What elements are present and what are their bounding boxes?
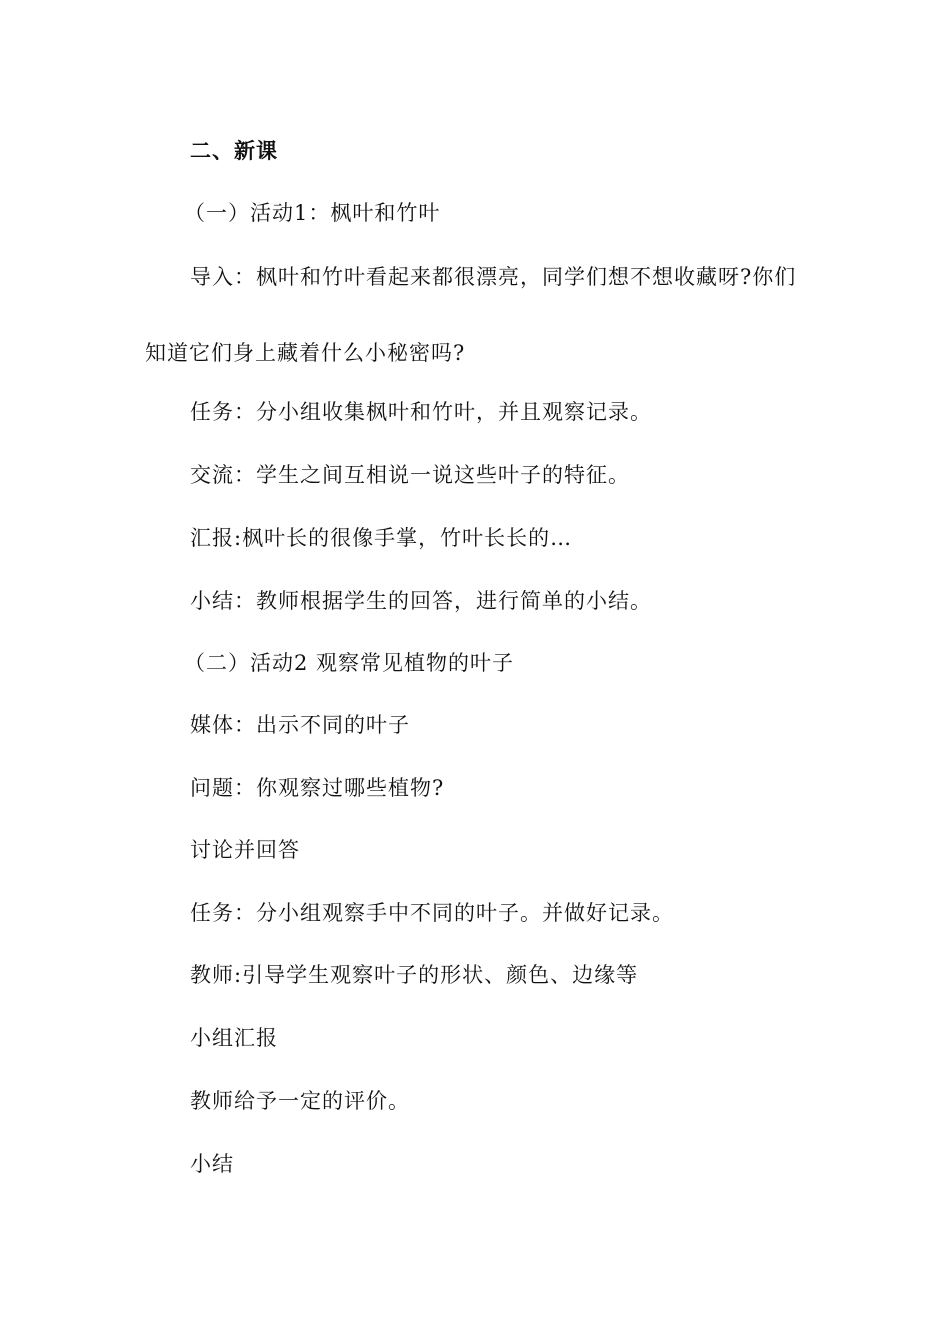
paragraph-exchange: 交流：学生之间互相说一说这些叶子的特征。: [190, 463, 630, 487]
paragraph-intro: 导入：枫叶和竹叶看起来都很漂亮，同学们想不想收藏呀?你们: [190, 265, 797, 289]
paragraph-media: 媒体：出示不同的叶子: [190, 713, 410, 737]
paragraph-group-report: 小组汇报: [190, 1026, 278, 1050]
paragraph-evaluation: 教师给予一定的评价。: [190, 1089, 410, 1113]
paragraph-report-1: 汇报:枫叶长的很像手掌，竹叶长长的…: [190, 526, 573, 550]
paragraph-question: 问题：你观察过哪些植物?: [190, 776, 445, 800]
paragraph-discuss: 讨论并回答: [190, 838, 300, 862]
activity-1-heading: （一）活动1：枫叶和竹叶: [184, 201, 441, 225]
paragraph-intro-continued: 知道它们身上藏着什么小秘密吗?: [145, 341, 466, 365]
paragraph-teacher-guide: 教师:引导学生观察叶子的形状、颜色、边缘等: [190, 963, 639, 987]
paragraph-task-1: 任务：分小组收集枫叶和竹叶，并且观察记录。: [190, 400, 652, 424]
activity-2-heading: （二）活动2 观察常见植物的叶子: [184, 651, 515, 675]
paragraph-summary-2: 小结: [190, 1152, 234, 1176]
paragraph-task-2: 任务：分小组观察手中不同的叶子。并做好记录。: [190, 901, 674, 925]
section-title: 二、新课: [190, 138, 278, 163]
paragraph-summary-1: 小结：教师根据学生的回答，进行简单的小结。: [190, 589, 652, 613]
